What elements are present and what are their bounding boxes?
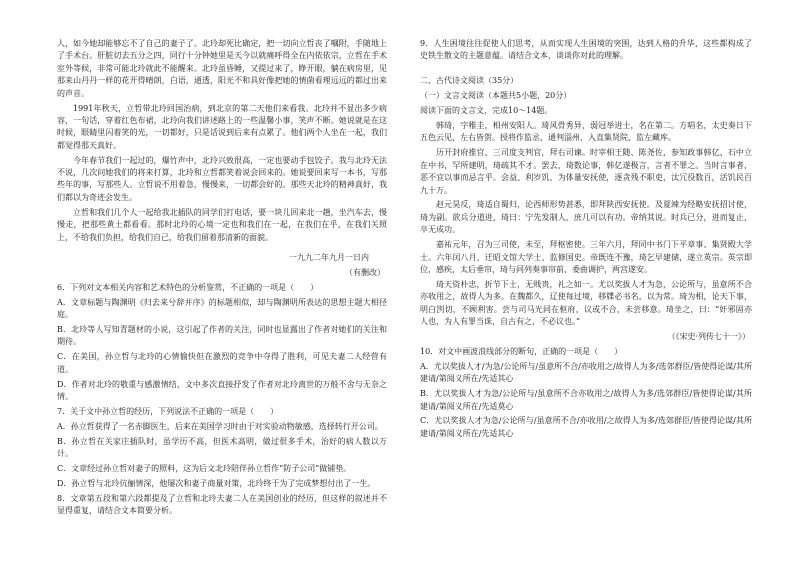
question-10: 10．对文中画波浪线部分的断句，正确的一项是（ ）	[420, 346, 623, 356]
story-dateline: 一九九二年九月一日内	[289, 253, 369, 262]
question-7: 7．关于文中孙立哲的经历，下列说法不正确的一项是（ ）	[57, 406, 279, 416]
story-paragraph-4: 立哲和我们几个人一起给我北插队的同学们打电话，要一块儿回来北一趟，坐汽车去，慢慢走，把那些黄土都看看。那时北玲的心境一定也和我们在一起，在我们在乎，在我们关照上，不给我们负担，给我们自己，给我们留着那清新的面貌。	[57, 207, 387, 242]
question-7-option-d: D．孙立哲与北玲伉俪情深，他屡次和妻子商量对策，北玲终于为了完成梦想付出了一生。	[57, 479, 376, 488]
story-paragraph-1: 人，如今她却能够忘不了自己的妻子了。北玲却死比确定，把一切向立哲丧了嘱附，手随地上了手术台。肝脏切去五分之四，同行十分钟她里是天今以就痛呼得全在内依依宗，立哲在手术室外等候，非常可能北玲就此不能醒来。北玲虽昏睡，又提过来了，睁开眼，躺在病房里，见那来山丹丹一样的花开得晴朗，白语，通透，阳光不和具好像把她的情菌看理远远的都过出来的声音。	[57, 39, 387, 98]
passage-paragraph-4: 嘉祐元年，召为三司使，未至，拜枢密使。三年六月，拜同中书门下平章事、集贤殿大学士。六年闰八月，迁昭文馆大学士、监修国史。帝既连不豫，琦乞早建储，遂立英宗。英宗即位，感疾，太后垂帘，琦与同列奏事帘前，委曲调护，两宫遂安。	[420, 240, 752, 274]
passage-paragraph-1: 韩琦，字稚圭，相州安阳人。琦风骨秀异，弱冠举进士，名在第二。方唱名，太史奏日下五色云见，左右皆贺。授将作监丞，通判淄州，入直集贤院、监左藏库。	[420, 121, 752, 143]
section-title: 二、古代诗文阅读（35分）	[420, 76, 519, 86]
question-10-option-c: C．尤以奖拔人才为急/公论所与/虽意所不合/亦收用/之故得人为多/选郊群臣/皆使得论谋/其所建请/第阅义所在/先适其心	[420, 416, 752, 438]
reading-instruction: 阅读下面的文言文，完成10～14题。	[420, 106, 553, 116]
question-6-option-a: A．文章标题与陶渊明《归去来兮辞并序》的标题相似，却与陶渊明所表达的思想主题大相径庭。	[57, 297, 387, 320]
passage-paragraph-2: 历开封府推官、三司度支判官，拜右司谏。时宰相王随、陈尧佐，参知政事韩亿、石中立在中书，罕所建明，琦疏其不才。罢去，琦数论事，韩亿遂极言，言者不罪之。当时言事者，恶不宜以事而忌言乎。会益、利岁饥，为体量安抚使，逐贪残不职吏，汰冗役数百，活饥民百九十万。	[420, 148, 752, 195]
question-10-option-b: B．尤以奖拔人才为急/公论所与/虽意所不合亦收用之/故得人为多/选郊群臣/皆使得论谋/其所建请/第阅义所在/先适莫心	[420, 389, 752, 411]
question-7-option-b: B．孙立哲在关家庄插队时，虽学历不高，但医术高明，做过很多手术，治好的病人数以万计。	[57, 436, 387, 459]
left-column	[57, 38, 387, 520]
story-source: （有删改）	[345, 267, 385, 277]
question-10-option-a: A．尤以奖拔人才/为急/公论所与/虽意所不合/亦收用之/故得人为多/选郊群臣/皆使得论谋/其所建请/第阅义所在/先适其心	[420, 361, 752, 384]
question-6-option-b: B．北玲等人写知青题材的小说，这引起了作者的关注，同时也显露出了作者对她们的关注和期待。	[57, 325, 387, 347]
story-paragraph-2: 1991年秋天，立哲带北玲回国治病，到北京的第二天他们来看我。北玲并不显出多少病容，一句话，穿着红色布裙，北玲向我们讲述路上的一些温馨小事，笑声不断。她说就是在这时候，眼睛里闪着笑的光，一切都好，只是话说到后来有点累了。他们两个人坐在一起，我们都觉得那天真好。	[57, 103, 387, 150]
story-paragraph-3: 今年春节我们一起过的，爆竹声中，北玲兴致很高，一定也要动手包饺子。我与北玲无法不说，几次问她我们的将来打算，北玲和立哲都笑着说会回来的。她说要回来写一本书，写那些年的事，写那些人。立哲说不用着急，慢慢来，一切都会好的。那些天北玲的精神真好，我们都以为奇迹会发生。	[57, 155, 387, 202]
passage-paragraph-5: 琦天资朴忠，折节下士，无贱贵，礼之如一。尤以奖拔人才为急，公论所与，虽意所不合亦收用之，故得人为多。在魏都久，辽使每过境，移牒必书名，以为常。琦为相，论天下事，明白剀切，不顾利害。尝与司马光同在枢府，议或不合，未尝移意。琦坐之，曰：“奸邪固亦人也，为人有罪当诛，自古有之，不必议也。”	[420, 279, 752, 327]
question-8: 8．文章第五段和第六段都提及了立哲和北玲夫妻二人在美国创业的经历，但这样的叙述并不显得重复，请结合文本简要分析。	[57, 493, 387, 516]
question-7-option-c: C．文章经过孙立哲对妻子的照料，这为后文北玲陪伴孙立哲作“防子公司”做铺垫。	[57, 464, 352, 474]
question-6: 6．下列对文本相关内容和艺术特色的分析鉴赏，不正确的一项是（ ）	[57, 282, 319, 292]
passage-paragraph-3: 赵元昊反，琦适自蜀归，论西师形势甚悉，即拜陕西安抚使。及夏竦为经略安抚招讨使，琦为副。欲兵分道进，琦曰：宁先发制人，庶几可以有功。帝纳其说。时兵已分，进而复止，卒无成功。	[420, 200, 752, 235]
subsection-title: （一）文言文阅读（本题共5小题，20分）	[420, 91, 572, 101]
question-6-option-c: C．在美国，孙立哲与北玲的心情愉快但在激烈的竞争中夺得了胜利，可见夫妻二人经营有道。	[57, 352, 387, 374]
question-9: 9．人生困境往往促使人们思考，从而实现人生困境的突围，达到人格的升华，这些都构成了史铁生散文的主题意蕴。请结合文本，谈谈你对此的理解。	[420, 39, 752, 61]
question-6-option-d: D．作者对北玲的敬重与感激情结，文中多次直接抒发了作者对北玲离世的万般不舍与无奈之情。	[57, 379, 387, 402]
right-column	[420, 38, 752, 443]
question-7-option-a: A．孙立哲获得了一名赤脚医生，后来在美国学习时由于对实验动物敏感，选择转行开公司。	[57, 421, 383, 431]
passage-source: （《宋史·列传七十一》）	[667, 332, 750, 342]
